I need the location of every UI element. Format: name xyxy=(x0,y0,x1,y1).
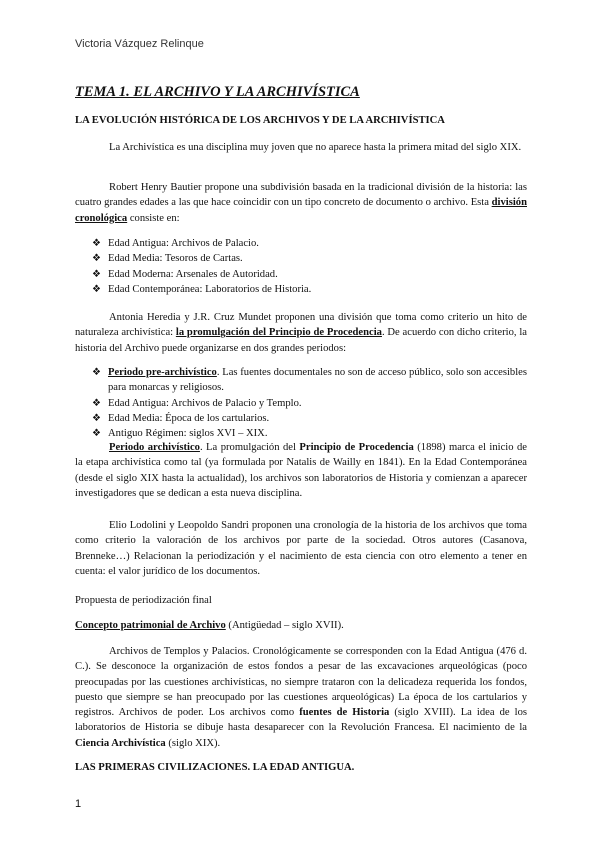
document-header-author: Victoria Vázquez Relinque xyxy=(75,38,204,50)
section-heading-2: LAS PRIMERAS CIVILIZACIONES. LA EDAD ANTIGUA. xyxy=(75,762,355,773)
bullet-icon: ❖ xyxy=(92,428,101,440)
paragraph-bautier-text: Robert Henry Bautier propone una subdivisión basada en la tradicional división de la historia: las cuatro grandes edades a las que hace coincidir con un tipo concreto de documento o archivo. Esta xyxy=(75,182,527,209)
bullet-icon: ❖ xyxy=(92,367,101,378)
bullet-icon: ❖ xyxy=(92,238,101,249)
paragraph-archivistico: Periodo archivístico. La promulgación del Principio de Procedencia (1898) marca el inicio de la etapa archivística como tal (ya formulada por Natalis de Wailly en 1841). En la Edad Contemporánea (desde el siglo XIX hasta la actualidad), los archivos son laboratorios de Historia y comienzan a aparecer investigadores que se dedican a esta nueva disciplina. xyxy=(75,442,527,499)
paragraph-bautier xyxy=(75,180,527,226)
bullet-icon: ❖ xyxy=(92,283,101,295)
procedencia-highlight: la promulgación del Principio de Procedencia xyxy=(175,327,382,339)
list-item: ❖ Edad Antigua: Archivos de Palacio. xyxy=(92,236,527,251)
list-item: ❖ Edad Media: Tesoros de Cartas. xyxy=(92,251,527,266)
concept-heading: Concepto patrimonial de Archivo (Antigüedad – siglo XVII). xyxy=(75,620,344,631)
list-item: ❖ Edad Media: Época de los cartularios. xyxy=(92,411,527,426)
paragraph-heredia: Antonia Heredia y J.R. Cruz Mundet proponen una división que toma como criterio un hito de naturaleza archivística: la promulgación del Principio de Procedencia. De acuerdo con dicho criterio, la historia del Archivo puede organizarse en dos grandes periodos: xyxy=(75,312,527,354)
chapter-title: TEMA 1. EL ARCHIVO Y LA ARCHIVÍSTICA xyxy=(75,84,360,100)
bullet-icon: ❖ xyxy=(92,268,101,280)
section-heading: LA EVOLUCIÓN HISTÓRICA DE LOS ARCHIVOS Y DE LA ARCHIVÍSTICA xyxy=(75,115,445,126)
bullet-icon: ❖ xyxy=(92,397,101,409)
paragraph-intro: La Archivística es una disciplina muy joven que no aparece hasta la primera mitad del siglo XIX. xyxy=(109,142,522,153)
paragraph-bautier-bold: división cronológica xyxy=(75,197,527,224)
proposal-label: Propuesta de periodización final xyxy=(75,595,212,606)
list-item: ❖ Antiguo Régimen: siglos XVI – XIX. xyxy=(92,426,527,441)
list-item: ❖ Periodo pre-archivístico. Las fuentes documentales no son de acceso público, solo son accesibles para monarcas y religiosos. xyxy=(92,367,527,394)
bullet-icon: ❖ xyxy=(92,253,101,265)
paragraph-lodolini: Elio Lodolini y Leopoldo Sandri proponen una cronología de la historia de los archivos que toma como criterio la valoración de los archivos por parte de la sociedad. Otros autores (Casanova, Brenneke…) Relacionan la periodización y el nacimiento de esta ciencia con otro elemento a tener en cuenta: el valor jurídico de los documentos. xyxy=(75,520,527,577)
list-item: ❖ Edad Antigua: Archivos de Palacio y Templo. xyxy=(92,396,527,411)
bullet-icon: ❖ xyxy=(92,412,101,424)
chronological-list xyxy=(92,236,527,297)
page-number: 1 xyxy=(75,798,82,810)
list-item: ❖ Edad Contemporánea: Laboratorios de Historia. xyxy=(92,282,527,297)
paragraph-templos: Archivos de Templos y Palacios. Cronológicamente se corresponden con la Edad Antigua (476 d. C.). Se desconoce la organización de estos fondos a pesar de las excavaciones arqueológicas (poco preocupadas por las cuestiones archivísticas, no siempre trataron con la delicadeza requerida los fondos, puesto que siempre se han preocupado por las cuestiones arqueológicas) La época de los cartularios y registros. Archivos de poder. Los archivos como fuentes de Historia (siglo XVIII). La idea de los laboratorios de Historia se dibuje hasta desaparecer con la Revolución Francesa. El nacimiento de la Ciencia Archivística (siglo XIX). xyxy=(75,646,528,749)
periods-list xyxy=(92,365,527,441)
list-item: ❖ Edad Moderna: Arsenales de Autoridad. xyxy=(92,267,527,282)
paragraph-bautier-tail: consiste en: xyxy=(127,212,180,224)
